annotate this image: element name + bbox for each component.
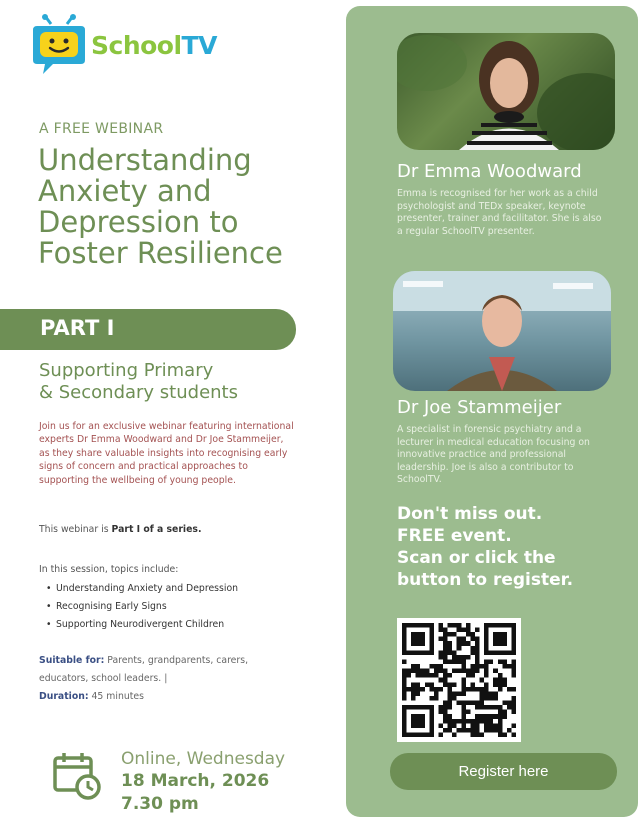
audience-subtitle: Supporting Primary & Secondary students (39, 360, 238, 403)
webinar-eyebrow: A FREE WEBINAR (39, 121, 164, 137)
qr-code[interactable] (397, 618, 521, 742)
speaker-bio-joe: A specialist in forensic psychiatry and a lecturer in medical education focusing on innovative practice and professional leadership. Joe is also a contributor to SchoolTV. (397, 424, 590, 485)
schooltv-logo (31, 14, 217, 76)
part-label: PART I (40, 316, 115, 340)
suitable-for-cont: educators, school leaders. | (39, 673, 168, 684)
page-title: Understanding Anxiety and Depression to Foster Resilience (38, 143, 283, 270)
intro-paragraph: Join us for an exclusive webinar featuring international experts Dr Emma Woodward and Dr Joe Stammeijer, as they share valuable insights into recognising early signs of concern and practical approaches to supporting the wellbeing of young people. (39, 421, 294, 486)
part-banner (0, 309, 296, 350)
speaker-photo-joe (393, 271, 611, 391)
suitable-for: Suitable for: Parents, grandparents, carers, (39, 655, 249, 666)
event-date: 18 March, 2026 (121, 771, 270, 791)
list-item: • Recognising Early Signs (46, 601, 167, 612)
speaker-photo-emma (397, 33, 615, 150)
calendar-clock-icon (52, 752, 102, 804)
speaker-name-emma: Dr Emma Woodward (397, 161, 582, 182)
list-item: • Supporting Neurodivergent Children (46, 619, 225, 630)
topics-intro: In this session, topics include: (39, 564, 179, 575)
event-day: Online, Wednesday (121, 749, 286, 769)
speaker-bio-emma: Emma is recognised for her work as a child psychologist and TEDx speaker, keynote presenter, trainer and facilitator. She is also a regular SchoolTV presenter. (397, 188, 602, 237)
register-button[interactable]: Register here (390, 753, 617, 790)
cta-text: Don't miss out. FREE event. Scan or click the button to register. (397, 504, 574, 590)
tv-mascot-icon (31, 14, 87, 76)
event-time: 7.30 pm (121, 794, 199, 814)
speaker-name-joe: Dr Joe Stammeijer (397, 397, 562, 418)
series-note: This webinar is Part I of a series. (39, 524, 202, 535)
duration: Duration: 45 minutes (39, 691, 144, 702)
topics-list (46, 580, 238, 634)
brand-name: SchoolTV (91, 30, 217, 60)
list-item: • Understanding Anxiety and Depression (46, 583, 239, 594)
